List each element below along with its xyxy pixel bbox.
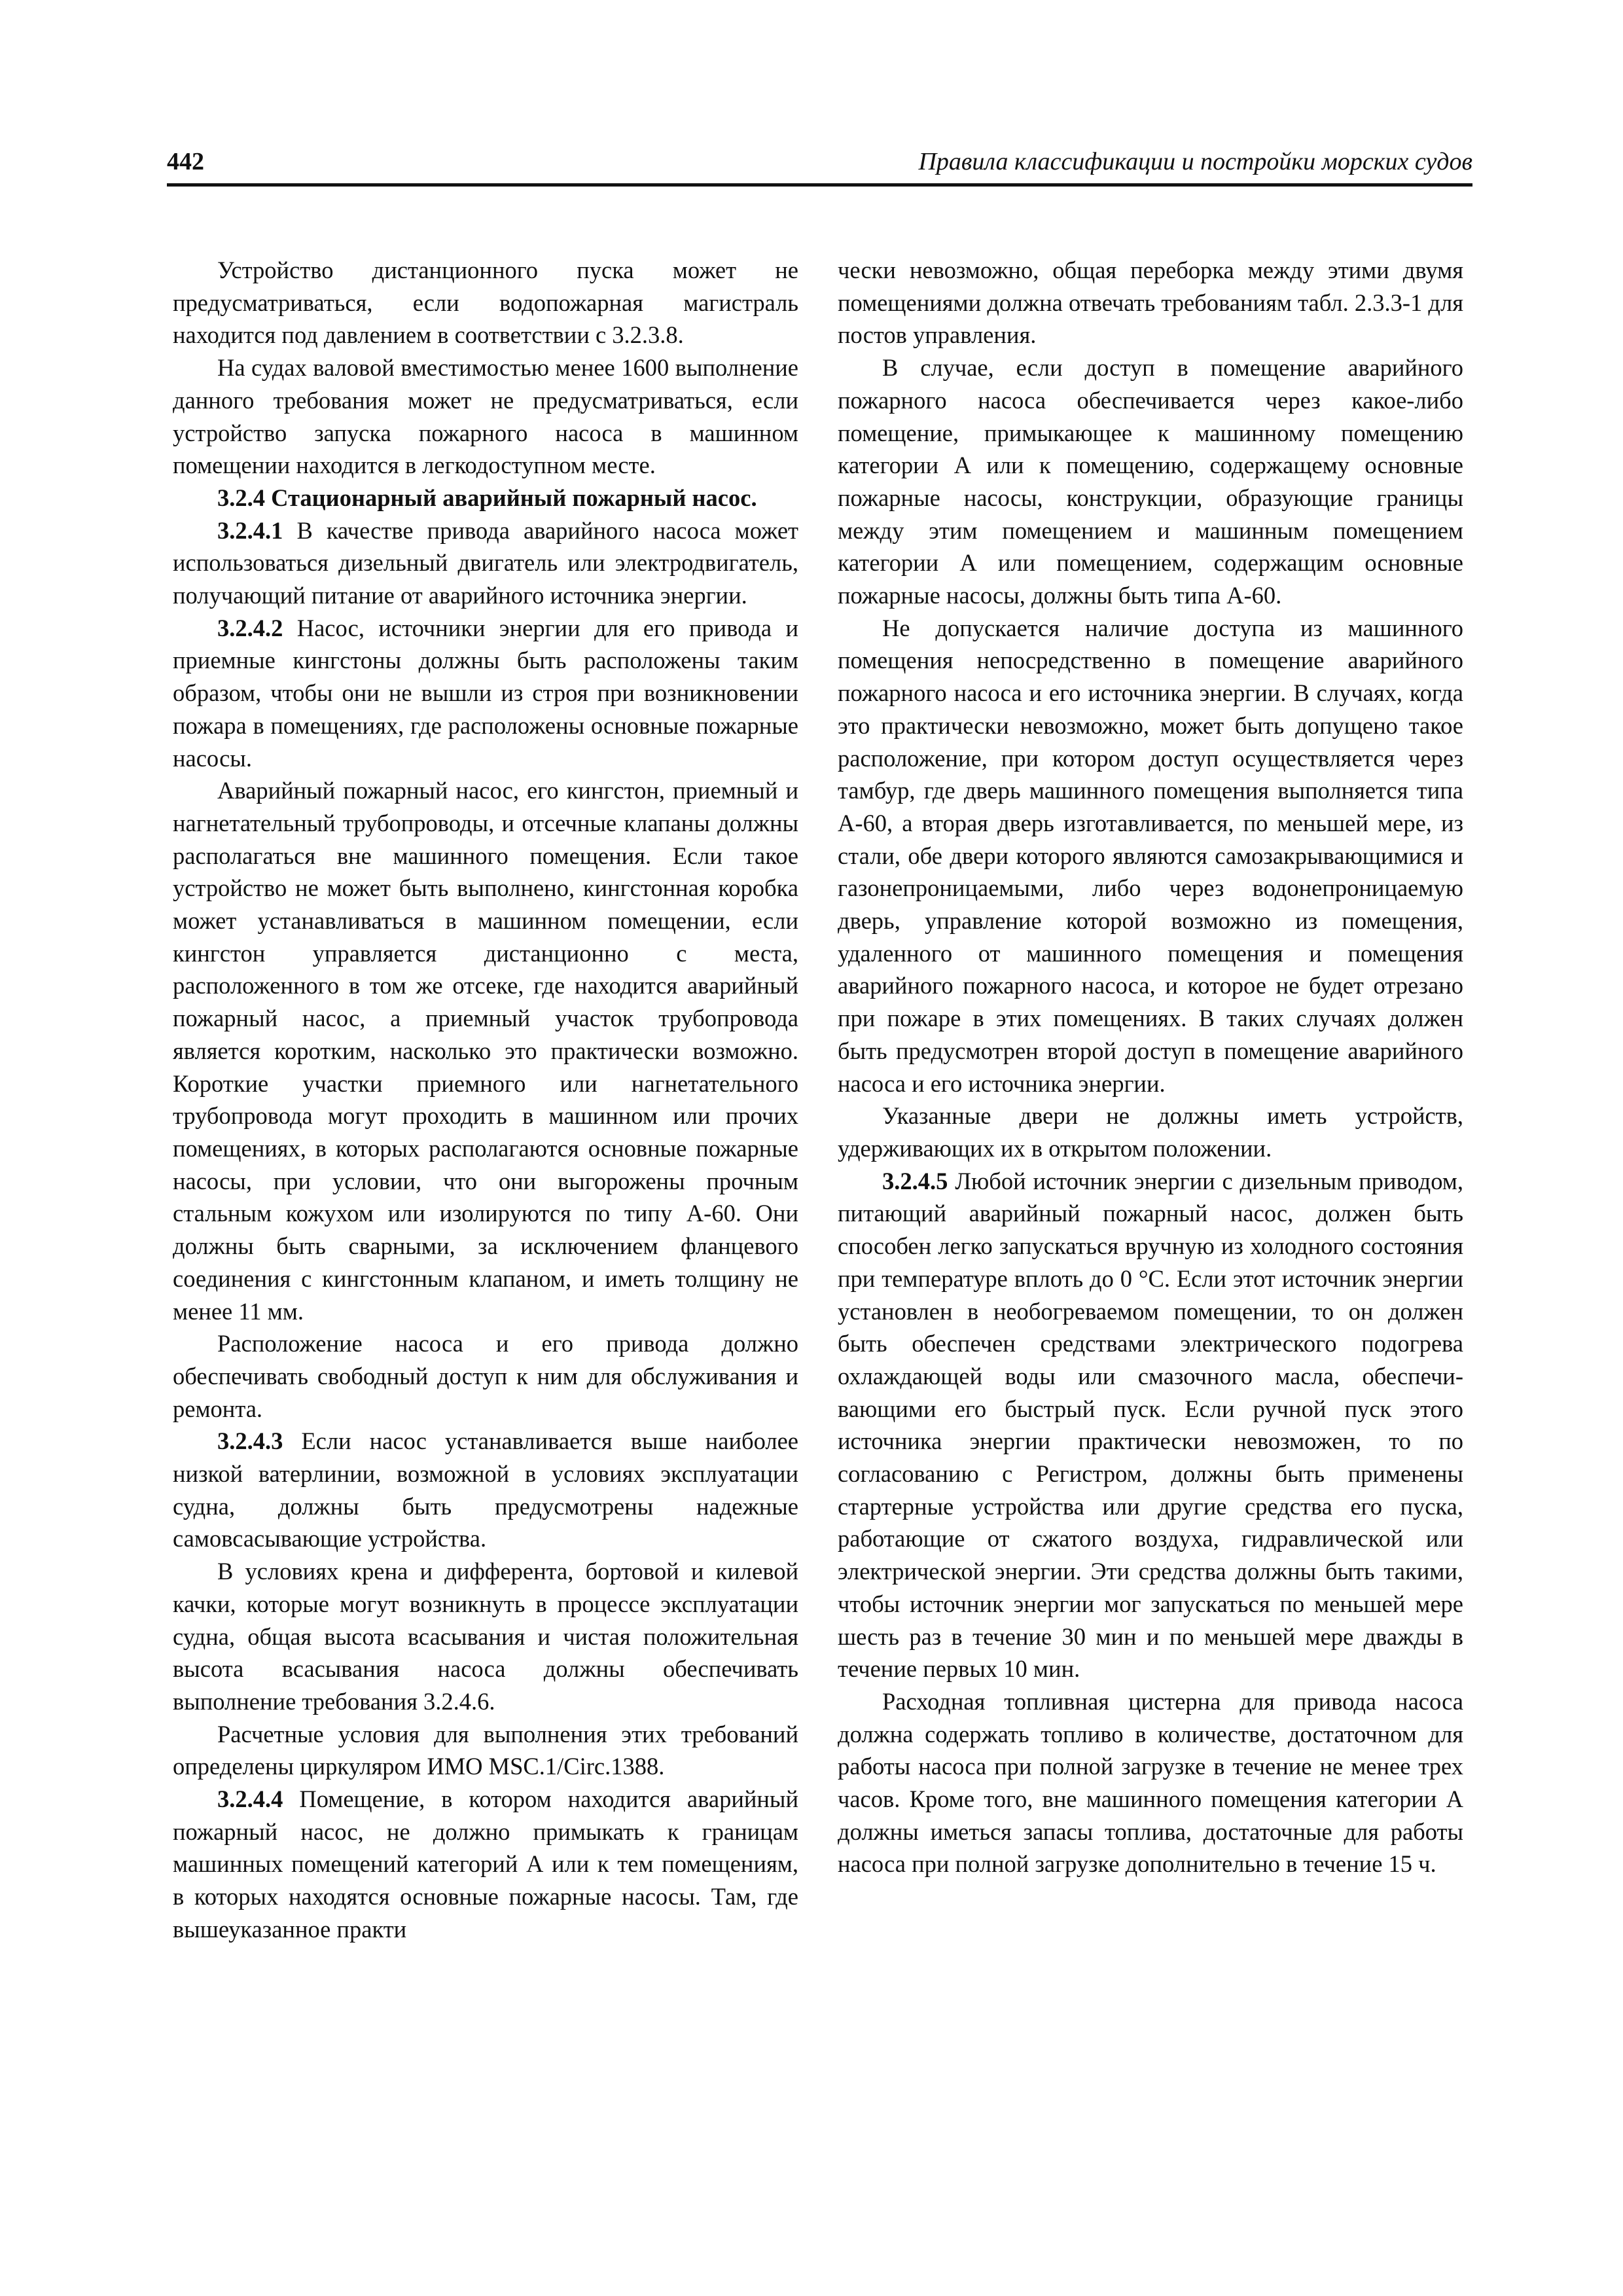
paragraph-text: Расположение насоса и его привода должно обеспечивать свободный доступ к ним для обслуживания и ремонта. <box>173 1330 798 1422</box>
page-header <box>167 145 1472 187</box>
paragraph-text: Расчетные условия для выполнения этих требований определены циркуляром ИМО MSC.1/Circ.1388. <box>173 1720 798 1780</box>
section-number: 3.2.4 Стационарный аварийный пожарный насос. <box>217 484 757 511</box>
section-number: 3.2.4.1 <box>217 516 283 544</box>
paragraph <box>173 351 798 482</box>
paragraph <box>173 254 798 351</box>
left-column <box>173 254 798 2217</box>
paragraph-text: Аварийный пожарный насос, его кингстон, приемный и нагнетательный трубопроводы, и отсечные клапаны должны располагаться вне машинного помещения. Если такое устройство не может быть выполнено, кингстонная коробка может устанавливаться в машинном помещении, если кингстон управляется дистанционно с места, расположенного в том же отсеке, где находится аварийный пожарный насос, а приемный участок трубопровода является коротким, насколько это практически возможно. Короткие участки приемного или нагнетательного трубопровода могут проходить в машинном или прочих помещениях, в которых располагаются основные пожарные насосы, при условии, что они выгорожены прочным стальным кожухом или изолируются по типу А-60. Они должны быть сварными, за исключением фланцевого соединения с кингстонным клапаном, и иметь толщину не менее 11 мм. <box>173 777 798 1325</box>
paragraph-text: В случае, если доступ в помещение аварийного пожарного насоса обеспечивается через какое-либо помещение, примыкающее к машинному помещению категории А или к помещению, содержащему основные пожарные насосы, конструкции, образующие границы между этим помещением и машинным помещением категории А или помещением, содержащим основные пожарные насосы, должны быть типа А-60. <box>838 354 1463 609</box>
paragraph <box>173 774 798 1327</box>
paragraph-text: В условиях крена и дифферента, бортовой и килевой качки, которые могут возникнуть в процессе эксплуатации судна, общая высота всасывания и чистая положительная высота всасывания насоса должны обеспечивать выполнение требования 3.2.4.6. <box>173 1558 798 1715</box>
paragraph-text: На судах валовой вместимостью менее 1600 выполнение данного требования может не предусматриваться, если устройство запуска пожарного насоса в машинном помещении находится в легкодоступном месте. <box>173 354 798 479</box>
paragraph <box>173 612 798 775</box>
section-number: 3.2.4.4 <box>217 1785 283 1813</box>
right-column <box>838 254 1463 2217</box>
paragraph-text: Расходная топливная цистерна для привода насоса должна содержать топливо в количестве, достаточном для работы насоса при полной загрузке в течение не менее трех часов. Кроме того, вне машинного помещения категории А должны иметься запасы топлива, достаточные для работы насоса при полной загрузке дополнительно в течение 15 ч. <box>838 1687 1463 1878</box>
paragraph-text: Указанные двери не должны иметь устройств, удерживающих их в открытом положении. <box>838 1102 1463 1162</box>
paragraph-text: Любой источник энергии с дизельным приводом, питающий аварийный пожарный насос, должен быть способен легко запускаться вручную из холодного состояния при температуре вплоть до 0 °C. Если этот источник энергии установлен в необогреваемом помещении, то он должен быть обеспечен средствами электрического подогрева охлаждающей воды или смазочного масла, обеспечи-вающими его быстрый пуск. Если ручной пуск этого источника энергии практически невозможен, то по согласованию с Регистром, должны быть применены стартерные устройства или другие средства его пуска, работающие от сжатого воздуха, гидравлической или электрической энергии. Эти средства должны быть такими, чтобы источник энергии мог запускаться по меньшей мере шесть раз в течение 30 мин и по меньшей мере дважды в течение первых 10 мин. <box>838 1167 1463 1683</box>
paragraph <box>838 254 1463 351</box>
paragraph-text: Если насос устанавливается выше наиболее низкой ватерлинии, возможной в условиях эксплуатации судна, должны быть предусмотрены надежные самовсасывающие устройства. <box>173 1427 798 1552</box>
paragraph <box>838 1165 1463 1685</box>
paragraph <box>838 612 1463 1100</box>
paragraph-text: Устройство дистанционного пуска может не предусматриваться, если водопожарная магистраль находится под давлением в соответствии с 3.2.3.8. <box>173 257 798 349</box>
paragraph <box>173 1555 798 1718</box>
section-number: 3.2.4.3 <box>217 1427 283 1455</box>
section-number: 3.2.4.5 <box>882 1167 948 1194</box>
page-number: 442 <box>167 148 204 175</box>
paragraph <box>173 482 798 514</box>
paragraph-text: Не допускается наличие доступа из машинного помещения непосредственно в помещение аварийного пожарного насоса и его источника энергии. В случаях, когда это практически невозможно, может быть допущено такое расположение, при котором доступ осуществляется через тамбур, где дверь машинного помещения выполняется типа А-60, а вторая дверь изготавливается, по меньшей мере, из стали, обе двери которого являются самозакрывающимися и газонепроницаемыми, либо через водонепроницаемую дверь, управление которой возможно из помещения, удаленного от машинного помещения и помещения аварийного пожарного насоса, и которое не будет отрезано при пожаре в этих помещениях. В таких случаях должен быть предусмотрен второй доступ в помещение аварийного насоса и его источника энергии. <box>838 614 1463 1097</box>
paragraph-text: Насос, источники энергии для его привода и приемные кингстоны должны быть расположены таким образом, чтобы они не вышли из строя при возникновении пожара в помещениях, где расположены основные пожарные насосы. <box>173 614 798 772</box>
paragraph <box>838 1100 1463 1164</box>
paragraph <box>173 514 798 612</box>
paragraph <box>173 1425 798 1555</box>
running-title: Правила классификации и постройки морских судов <box>918 148 1472 175</box>
paragraph <box>838 1685 1463 1880</box>
paragraph <box>173 1783 798 1946</box>
paragraph <box>173 1718 798 1783</box>
paragraph-text: Помещение, в котором находится аварийный пожарный насос, не должно примыкать к границам машинных помещений категорий А или к тем помещениям, в которых находятся основные пожарные насосы. Там, где вышеуказанное практи <box>173 1785 798 1943</box>
paragraph <box>173 1327 798 1425</box>
paragraph-text: В качестве привода аварийного насоса может использоваться дизельный двигатель или электродвигатель, получающий питание от аварийного источника энергии. <box>173 516 798 609</box>
section-number: 3.2.4.2 <box>217 614 283 641</box>
paragraph <box>838 351 1463 612</box>
paragraph-text: чески невозможно, общая переборка между этими двумя помещениями должна отвечать требованиям табл. 2.3.3-1 для постов управления. <box>838 257 1463 349</box>
